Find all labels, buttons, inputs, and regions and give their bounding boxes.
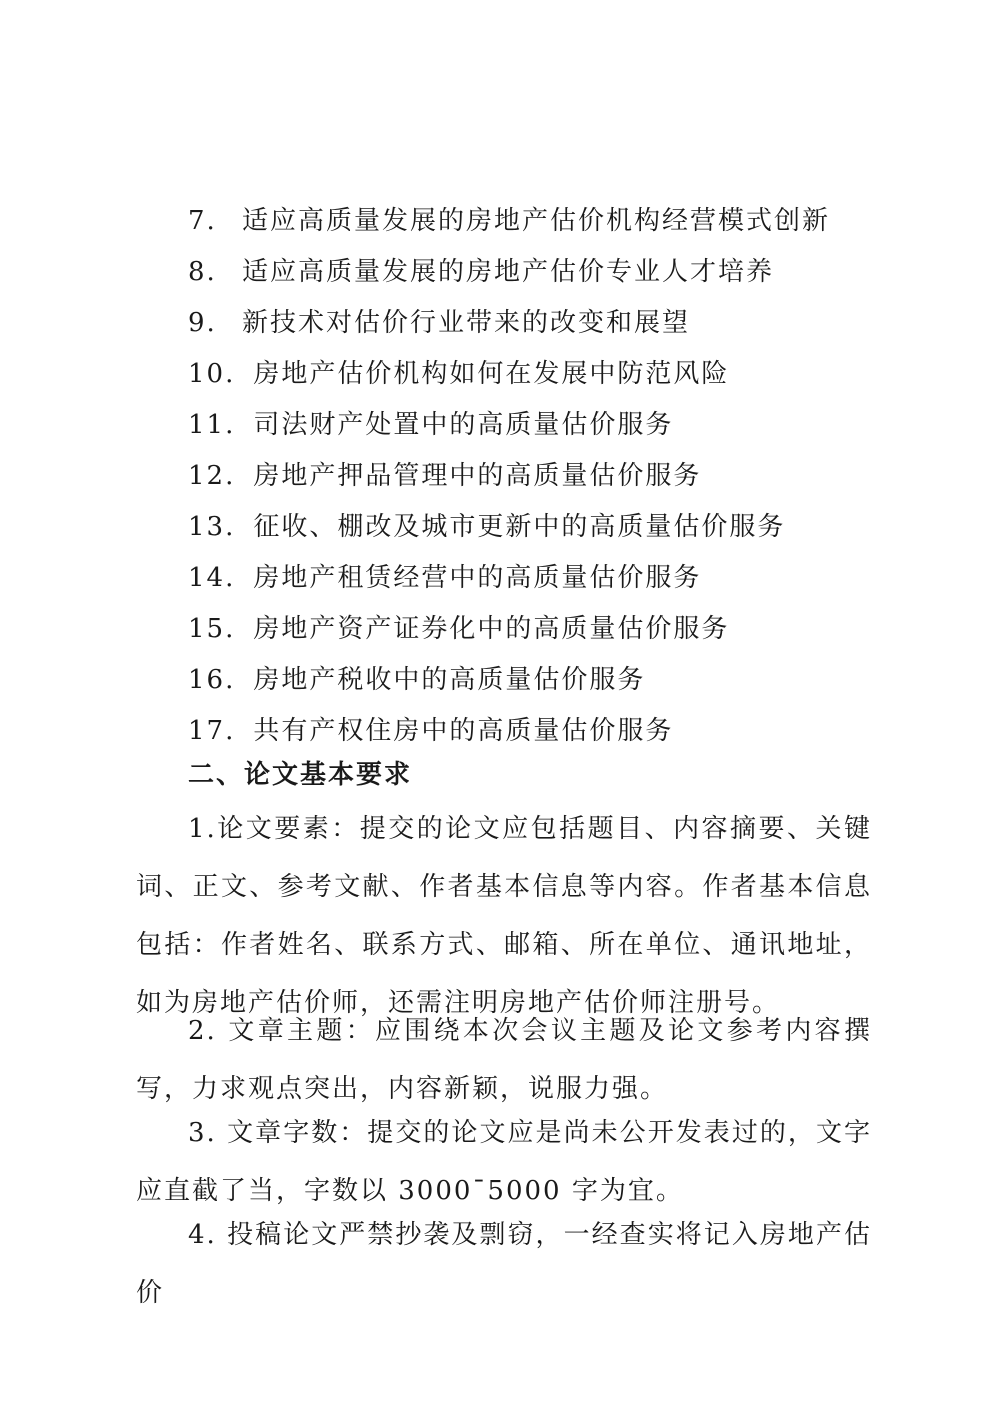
topic-text: 共有产权住房中的高质量估价服务 xyxy=(253,716,674,746)
topic-text: 房地产估价机构如何在发展中防范风险 xyxy=(253,359,730,389)
topic-number: 15. xyxy=(188,614,236,644)
requirement-paragraph: 4. 投稿论文严禁抄袭及剽窃，一经查实将记入房地产估价 xyxy=(136,1220,872,1308)
topic-item xyxy=(188,604,888,655)
topic-number: 10. xyxy=(188,359,236,389)
section-heading: 二、论文基本要求 xyxy=(188,760,413,790)
topic-text: 适应高质量发展的房地产估价专业人才培养 xyxy=(242,257,775,287)
topic-number: 17. xyxy=(188,716,236,746)
topic-item xyxy=(188,502,888,553)
topic-item xyxy=(188,298,888,349)
topic-text: 司法财产处置中的高质量估价服务 xyxy=(253,410,674,440)
topic-item xyxy=(188,706,888,757)
topic-text: 房地产押品管理中的高质量估价服务 xyxy=(253,461,702,491)
topic-number: 14. xyxy=(188,563,236,593)
topic-text: 房地产资产证券化中的高质量估价服务 xyxy=(253,614,730,644)
topic-text: 征收、棚改及城市更新中的高质量估价服务 xyxy=(253,512,786,542)
topic-item xyxy=(188,247,888,298)
topic-list xyxy=(188,196,888,757)
topic-number: 7. xyxy=(188,206,217,236)
topic-text: 适应高质量发展的房地产估价机构经营模式创新 xyxy=(242,206,831,236)
topic-number: 16. xyxy=(188,665,236,695)
topic-number: 8. xyxy=(188,257,217,287)
topic-number: 12. xyxy=(188,461,236,491)
topic-number: 9. xyxy=(188,308,217,338)
requirement-paragraph: 3. 文章字数：提交的论文应是尚未公开发表过的，文字应直截了当，字数以 3000¯5000 字为宜。 xyxy=(136,1118,872,1206)
topic-text: 房地产租赁经营中的高质量估价服务 xyxy=(253,563,702,593)
topic-text: 新技术对估价行业带来的改变和展望 xyxy=(242,308,691,338)
topic-item xyxy=(188,196,888,247)
topic-number: 11. xyxy=(188,410,236,440)
topic-item xyxy=(188,553,888,604)
topic-item xyxy=(188,451,888,502)
requirement-paragraph: 2. 文章主题：应围绕本次会议主题及论文参考内容撰写，力求观点突出，内容新颖，说服力强。 xyxy=(136,1016,872,1104)
topic-item xyxy=(188,400,888,451)
topic-text: 房地产税收中的高质量估价服务 xyxy=(253,665,646,695)
topic-item xyxy=(188,655,888,706)
topic-number: 13. xyxy=(188,512,236,542)
requirement-paragraph: 1.论文要素：提交的论文应包括题目、内容摘要、关键词、正文、参考文献、作者基本信息等内容。作者基本信息包括：作者姓名、联系方式、邮箱、所在单位、通讯地址，如为房地产估价师，还需注明房地产估价师注册号。 xyxy=(136,814,872,1018)
topic-item xyxy=(188,349,888,400)
